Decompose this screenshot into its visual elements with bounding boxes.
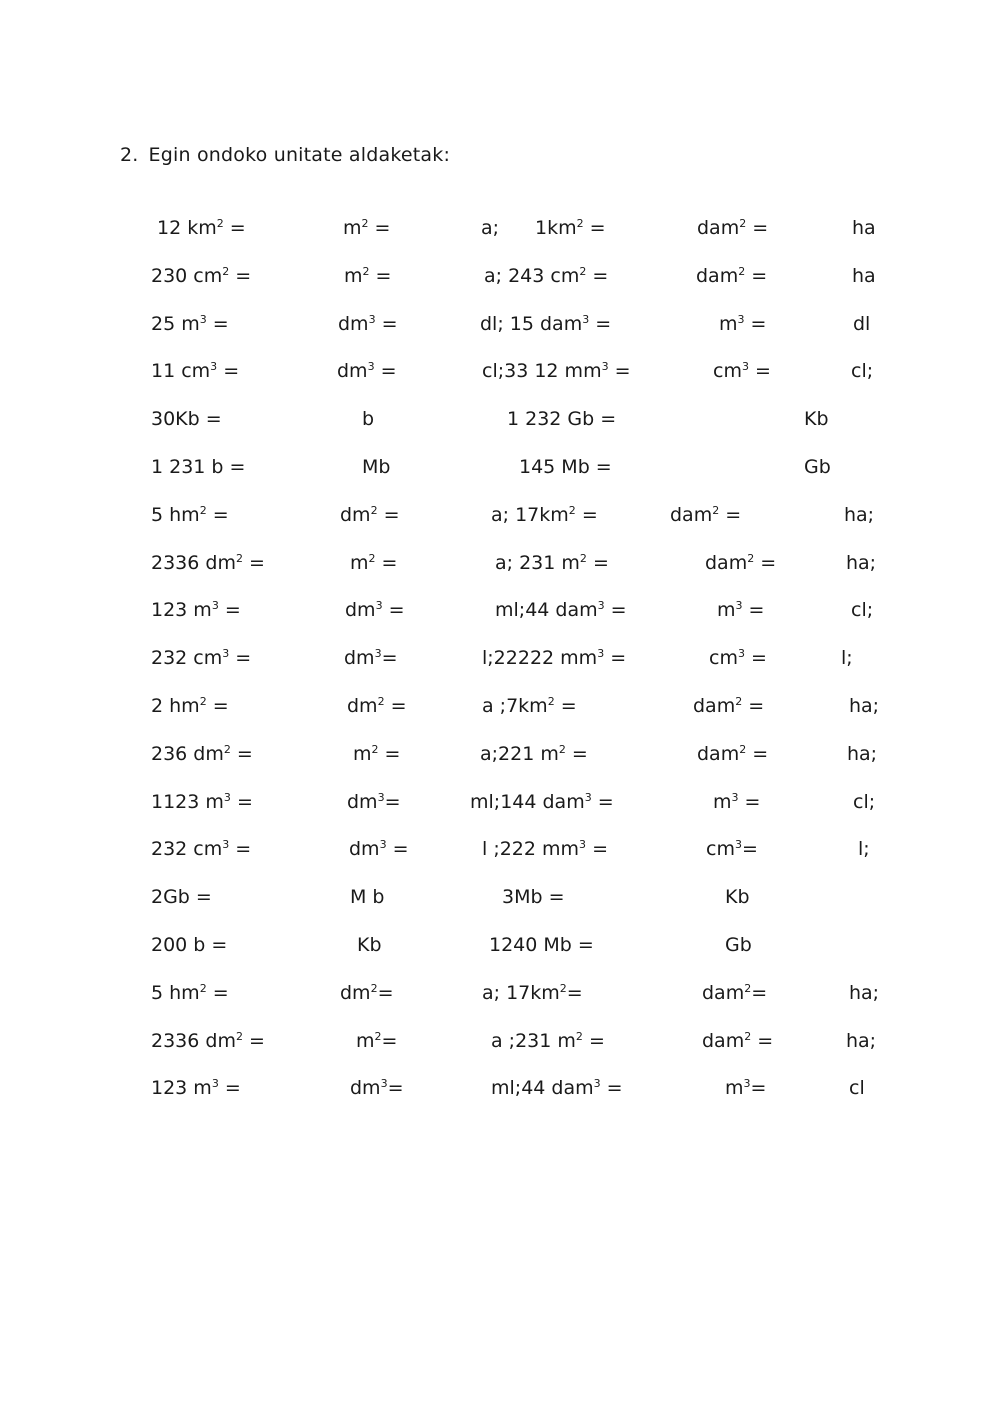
conversion-cell: $m^3$ =	[713, 790, 761, 813]
conversion-cell: dam$^2$ =	[702, 1029, 774, 1052]
conversion-cell: 123 $m^3$ =	[151, 599, 241, 622]
conversion-cell: $dm^2$ =	[347, 695, 407, 717]
conversion-cell: l;	[841, 647, 853, 670]
conversion-row	[0, 213, 1000, 243]
conversion-cell: a; $17km^2=$	[482, 981, 583, 1004]
conversion-cell: 1 231 b =	[151, 456, 246, 478]
conversion-cell: a; $17km^2$ =	[491, 503, 598, 526]
conversion-row	[0, 595, 1000, 625]
conversion-cell: ha;	[846, 551, 877, 574]
conversion-cell: 3Mb =	[502, 886, 565, 909]
conversion-row	[0, 452, 1000, 482]
conversion-row	[0, 643, 1000, 673]
conversion-cell: $cm^3$ =	[713, 360, 771, 383]
conversion-cell: a; 231 $m^2$ =	[495, 551, 609, 574]
conversion-row	[0, 548, 1000, 578]
conversion-cell: a ;231 $m^2$ =	[491, 1029, 605, 1052]
conversion-cell: $dm^3$ =	[337, 360, 397, 383]
conversion-cell: Kb	[725, 886, 750, 909]
conversion-cell: 236 $dm^2$ =	[151, 742, 253, 765]
conversion-cell: dam$^2$ =	[696, 264, 768, 287]
conversion-row	[0, 309, 1000, 339]
conversion-cell: 232 $cm^3$ =	[151, 647, 252, 670]
conversion-cell: a;221 $m^2$ =	[480, 742, 588, 765]
conversion-row	[0, 261, 1000, 291]
conversion-cell: 25 $m^3$ =	[151, 312, 229, 335]
conversion-cell: 1240 Mb =	[489, 934, 594, 956]
conversion-cell: ha;	[846, 1029, 877, 1052]
conversion-cell: cl;	[851, 599, 874, 622]
conversion-cell: $m^2$ =	[344, 264, 392, 287]
exercise-title: Egin ondoko unitate aldaketak:	[148, 144, 451, 166]
conversion-row	[0, 930, 1000, 960]
conversion-cell: $1km^2$ =	[535, 217, 606, 239]
conversion-cell: ha	[852, 264, 876, 287]
conversion-cell: 2336 $dm^2$ =	[151, 1029, 265, 1052]
conversion-cell: 12 $km^2$ =	[157, 217, 246, 239]
conversion-cell: 2336 $dm^2$ =	[151, 551, 265, 574]
conversion-cell: ha	[852, 217, 876, 239]
conversion-cell: $m^2$ =	[353, 742, 401, 765]
conversion-row	[0, 404, 1000, 434]
conversion-row	[0, 834, 1000, 864]
conversion-cell: ha;	[847, 742, 878, 765]
conversion-cell: 11 $cm^3$ =	[151, 360, 240, 383]
conversion-cell: 145 Mb =	[519, 456, 612, 478]
conversion-cell: 232 $cm^3$ =	[151, 838, 252, 861]
conversion-cell: 200 b =	[151, 934, 228, 956]
conversion-cell: 2Gb =	[151, 886, 212, 909]
conversion-cell: 1123 $m^3$ =	[151, 790, 253, 813]
conversion-row	[0, 1026, 1000, 1056]
conversion-cell: b	[362, 408, 375, 431]
conversion-cell: cl;	[851, 360, 874, 383]
conversion-cell: dam$^2$ =	[697, 217, 769, 239]
conversion-cell: cl	[849, 1077, 865, 1100]
conversion-cell: a;	[481, 217, 500, 239]
conversion-cell: l;	[858, 838, 870, 861]
conversion-row	[0, 978, 1000, 1008]
conversion-cell: ha;	[849, 695, 880, 717]
conversion-cell: 230 $cm^2$ =	[151, 264, 252, 287]
conversion-row	[0, 787, 1000, 817]
conversion-row	[0, 500, 1000, 530]
conversion-cell: a; 243 $cm^2$ =	[484, 264, 609, 287]
conversion-cell: M b	[350, 886, 385, 909]
conversion-cell: 123 $m^3$ =	[151, 1077, 241, 1100]
conversion-cell: $dm^3$ =	[338, 312, 398, 335]
conversion-cell: $dm^2$ =	[340, 503, 400, 526]
conversion-cell: $m^2$ =	[343, 217, 391, 239]
conversion-row	[0, 691, 1000, 721]
exercise-number: 2.	[120, 144, 139, 166]
conversion-cell: $dm^3$ =	[345, 599, 405, 622]
conversion-cell: $cm^3$ =	[709, 647, 767, 670]
conversion-cell: 2 $hm^2$ =	[151, 695, 229, 717]
conversion-cell: $cm^3=$	[706, 838, 758, 861]
conversion-row	[0, 882, 1000, 912]
conversion-cell: dam$^2$ =	[693, 695, 765, 717]
conversion-cell: 5 $hm^2$ =	[151, 981, 229, 1004]
conversion-cell: 30Kb =	[151, 408, 222, 431]
conversion-cell: Kb	[357, 934, 382, 956]
conversion-cell: ml;44 dam$^3$ =	[491, 1077, 623, 1100]
conversion-cell: $dm^3=$	[347, 790, 401, 813]
conversion-cell: ha;	[849, 981, 880, 1004]
conversion-cell: a $;7km^2$ =	[482, 695, 577, 717]
conversion-row	[0, 739, 1000, 769]
conversion-row	[0, 356, 1000, 386]
conversion-cell: dam$^2$ =	[705, 551, 777, 574]
conversion-cell: l;22222 $mm^3$ =	[482, 647, 627, 670]
conversion-cell: $m^2$ =	[350, 551, 398, 574]
conversion-cell: 5 $hm^2$ =	[151, 503, 229, 526]
conversion-cell: $dm^3=$	[350, 1077, 404, 1100]
conversion-cell: ml;44 dam$^3$ =	[495, 599, 627, 622]
conversion-cell: ha;	[844, 503, 875, 526]
conversion-row	[0, 1073, 1000, 1103]
conversion-cell: $dm^3$ =	[349, 838, 409, 861]
conversion-cell: Mb	[362, 456, 391, 478]
conversion-cell: l ;222 $mm^3$ =	[482, 838, 609, 861]
conversion-cell: $dm^3=$	[344, 647, 398, 670]
conversion-cell: $m^3=$	[725, 1077, 767, 1100]
conversion-cell: cl;	[853, 790, 876, 813]
conversion-cell: $m^3$ =	[719, 312, 767, 335]
conversion-cell: ml;144 dam$^3$ =	[470, 790, 614, 813]
conversion-cell: dl	[853, 312, 871, 335]
conversion-cell: $m^2=$	[356, 1029, 398, 1052]
conversion-cell: cl;33 12 $mm^3$ =	[482, 360, 631, 383]
conversion-cell: dam$^2$ =	[670, 503, 742, 526]
conversion-cell: Gb	[725, 934, 752, 956]
conversion-cell: dl; 15 dam$^3$ =	[480, 312, 612, 335]
conversion-cell: $m^3$ =	[717, 599, 765, 622]
exercise-heading	[120, 144, 450, 166]
conversion-cell: $dm^2=$	[340, 981, 394, 1004]
conversion-cell: dam$^2$=	[702, 981, 768, 1004]
conversion-cell: 1 232 Gb =	[507, 408, 617, 431]
conversion-cell: Kb	[804, 408, 829, 431]
conversion-cell: dam$^2$ =	[697, 742, 769, 765]
conversion-cell: Gb	[804, 456, 831, 478]
